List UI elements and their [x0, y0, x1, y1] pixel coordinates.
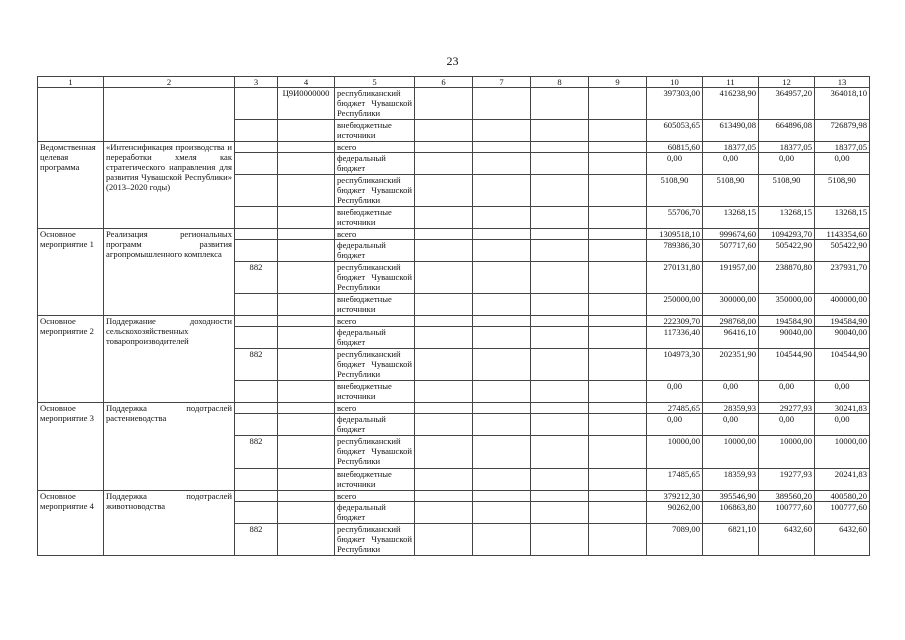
empty-cell [235, 381, 278, 403]
source-cell: республиканский бюджет Чувашской Республики [335, 349, 415, 381]
value-cell: 7089,00 [647, 524, 703, 556]
value-cell: 1309518,10 [647, 229, 703, 240]
empty-cell [531, 262, 589, 294]
empty-cell [415, 502, 473, 524]
empty-cell [473, 153, 531, 175]
value-cell: 100777,60 [815, 502, 870, 524]
empty-cell [589, 436, 647, 469]
value-cell: 0,00 [703, 153, 759, 175]
empty-cell [531, 240, 589, 262]
value-cell: 104544,90 [815, 349, 870, 381]
table-row [38, 88, 870, 120]
source-cell: федеральный бюджет [335, 240, 415, 262]
empty-cell [531, 142, 589, 153]
budget-table [37, 76, 870, 556]
source-cell: внебюджетные источники [335, 120, 415, 142]
value-cell: 237931,70 [815, 262, 870, 294]
empty-cell [531, 524, 589, 556]
empty-cell [531, 153, 589, 175]
value-cell: 507717,60 [703, 240, 759, 262]
empty-cell [589, 327, 647, 349]
value-cell: 0,00 [759, 414, 815, 436]
empty-cell [278, 381, 335, 403]
empty-cell [473, 262, 531, 294]
column-header: 8 [531, 77, 589, 88]
value-cell: 505422,90 [815, 240, 870, 262]
source-cell: всего [335, 403, 415, 414]
value-cell: 0,00 [815, 414, 870, 436]
empty-cell [415, 349, 473, 381]
empty-cell [235, 327, 278, 349]
empty-cell [473, 349, 531, 381]
empty-cell [278, 316, 335, 327]
column-header: 13 [815, 77, 870, 88]
empty-cell [415, 414, 473, 436]
empty-cell [473, 88, 531, 120]
value-cell: 104544,90 [759, 349, 815, 381]
value-cell: 18377,05 [759, 142, 815, 153]
empty-cell [531, 349, 589, 381]
empty-cell [278, 175, 335, 207]
empty-cell [278, 349, 335, 381]
empty-cell [415, 491, 473, 502]
value-cell: 6432,60 [759, 524, 815, 556]
value-cell: 117336,40 [647, 327, 703, 349]
value-cell: 10000,00 [703, 436, 759, 469]
value-cell: 18377,05 [815, 142, 870, 153]
value-cell: 90040,00 [759, 327, 815, 349]
value-cell: 202351,90 [703, 349, 759, 381]
empty-cell [278, 327, 335, 349]
empty-cell [531, 207, 589, 229]
value-cell: 400000,00 [815, 294, 870, 316]
value-cell: 90262,00 [647, 502, 703, 524]
source-cell: внебюджетные источники [335, 207, 415, 229]
value-cell: 29277,93 [759, 403, 815, 414]
empty-cell [531, 120, 589, 142]
empty-cell [278, 403, 335, 414]
value-cell: 19277,93 [759, 469, 815, 491]
value-cell: 13268,15 [815, 207, 870, 229]
empty-cell [531, 175, 589, 207]
empty-cell [278, 502, 335, 524]
value-cell: 0,00 [815, 381, 870, 403]
value-cell: 18359,93 [703, 469, 759, 491]
value-cell: 0,00 [647, 381, 703, 403]
value-cell: 664896,08 [759, 120, 815, 142]
column-header: 2 [104, 77, 235, 88]
column-number-row [38, 77, 870, 88]
type-cell: Ведомственная целевая программа [38, 142, 104, 229]
empty-cell [473, 229, 531, 240]
empty-cell [531, 381, 589, 403]
empty-cell [473, 414, 531, 436]
empty-cell [473, 436, 531, 469]
column-header: 6 [415, 77, 473, 88]
value-cell: 238870,80 [759, 262, 815, 294]
empty-cell [473, 120, 531, 142]
value-cell: 605053,65 [647, 120, 703, 142]
empty-cell [235, 414, 278, 436]
empty-cell [278, 414, 335, 436]
source-cell: республиканский бюджет Чувашской Республики [335, 524, 415, 556]
source-cell: федеральный бюджет [335, 327, 415, 349]
value-cell: 17485,65 [647, 469, 703, 491]
empty-cell [589, 175, 647, 207]
source-cell: федеральный бюджет [335, 414, 415, 436]
empty-cell [235, 175, 278, 207]
value-cell: 1143354,60 [815, 229, 870, 240]
value-cell: 0,00 [647, 153, 703, 175]
value-cell: 100777,60 [759, 502, 815, 524]
table-row [38, 229, 870, 240]
empty-cell [473, 175, 531, 207]
value-cell: 350000,00 [759, 294, 815, 316]
value-cell: 0,00 [647, 414, 703, 436]
empty-cell [589, 262, 647, 294]
empty-cell [415, 240, 473, 262]
gov-code-cell: 882 [235, 349, 278, 381]
value-cell: 613490,08 [703, 120, 759, 142]
value-cell: 789386,30 [647, 240, 703, 262]
value-cell: 10000,00 [759, 436, 815, 469]
column-header: 9 [589, 77, 647, 88]
empty-cell [473, 524, 531, 556]
empty-cell [473, 142, 531, 153]
empty-cell [235, 120, 278, 142]
empty-cell [589, 229, 647, 240]
value-cell: 6432,60 [815, 524, 870, 556]
value-cell: 60815,60 [647, 142, 703, 153]
table-row [38, 142, 870, 153]
empty-cell [235, 294, 278, 316]
empty-cell [473, 381, 531, 403]
empty-cell [531, 403, 589, 414]
column-header: 3 [235, 77, 278, 88]
empty-cell [278, 491, 335, 502]
empty-cell [473, 207, 531, 229]
value-cell: 250000,00 [647, 294, 703, 316]
column-header: 7 [473, 77, 531, 88]
source-cell: всего [335, 491, 415, 502]
empty-cell [278, 436, 335, 469]
empty-cell [589, 491, 647, 502]
empty-cell [589, 316, 647, 327]
empty-cell [589, 502, 647, 524]
empty-cell [415, 436, 473, 469]
value-cell: 5108,90 [815, 175, 870, 207]
value-cell: 270131,80 [647, 262, 703, 294]
column-header: 1 [38, 77, 104, 88]
empty-cell [531, 229, 589, 240]
value-cell: 0,00 [703, 414, 759, 436]
value-cell: 726879,98 [815, 120, 870, 142]
empty-cell [278, 120, 335, 142]
gov-code-cell [235, 88, 278, 120]
empty-cell [473, 294, 531, 316]
empty-cell [531, 491, 589, 502]
empty-cell [415, 524, 473, 556]
empty-cell [235, 491, 278, 502]
empty-cell [415, 88, 473, 120]
empty-cell [589, 207, 647, 229]
empty-cell [589, 294, 647, 316]
empty-cell [235, 142, 278, 153]
empty-cell [531, 294, 589, 316]
value-cell: 28359,93 [703, 403, 759, 414]
value-cell: 104973,30 [647, 349, 703, 381]
empty-cell [235, 229, 278, 240]
gov-code-cell: 882 [235, 262, 278, 294]
empty-cell [278, 240, 335, 262]
empty-cell [415, 403, 473, 414]
column-header: 10 [647, 77, 703, 88]
source-cell: всего [335, 142, 415, 153]
empty-cell [473, 316, 531, 327]
value-cell: 20241,83 [815, 469, 870, 491]
type-cell: Основное мероприятие 1 [38, 229, 104, 316]
empty-cell [531, 316, 589, 327]
value-cell: 397303,00 [647, 88, 703, 120]
empty-cell [531, 414, 589, 436]
source-cell: федеральный бюджет [335, 502, 415, 524]
empty-cell [415, 142, 473, 153]
value-cell: 90040,00 [815, 327, 870, 349]
table-row [38, 491, 870, 502]
value-cell: 0,00 [815, 153, 870, 175]
empty-cell [473, 491, 531, 502]
column-header: 11 [703, 77, 759, 88]
name-cell [104, 88, 235, 142]
empty-cell [589, 153, 647, 175]
empty-cell [531, 436, 589, 469]
table-row [38, 316, 870, 327]
value-cell: 10000,00 [815, 436, 870, 469]
column-header: 5 [335, 77, 415, 88]
value-cell: 298768,00 [703, 316, 759, 327]
value-cell: 0,00 [703, 381, 759, 403]
empty-cell [278, 294, 335, 316]
value-cell: 222309,70 [647, 316, 703, 327]
value-cell: 1094293,70 [759, 229, 815, 240]
value-cell: 5108,90 [703, 175, 759, 207]
empty-cell [415, 294, 473, 316]
source-cell: федеральный бюджет [335, 153, 415, 175]
value-cell: 13268,15 [703, 207, 759, 229]
empty-cell [531, 502, 589, 524]
empty-cell [415, 120, 473, 142]
empty-cell [473, 240, 531, 262]
empty-cell [278, 207, 335, 229]
empty-cell [473, 403, 531, 414]
empty-cell [589, 142, 647, 153]
value-cell: 194584,90 [759, 316, 815, 327]
value-cell: 191957,00 [703, 262, 759, 294]
empty-cell [235, 153, 278, 175]
value-cell: 27485,65 [647, 403, 703, 414]
empty-cell [589, 349, 647, 381]
value-cell: 13268,15 [759, 207, 815, 229]
empty-cell [235, 240, 278, 262]
source-cell: всего [335, 316, 415, 327]
value-cell: 300000,00 [703, 294, 759, 316]
value-cell: 10000,00 [647, 436, 703, 469]
source-cell: внебюджетные источники [335, 469, 415, 491]
empty-cell [278, 229, 335, 240]
value-cell: 18377,05 [703, 142, 759, 153]
source-cell: республиканский бюджет Чувашской Республики [335, 88, 415, 120]
empty-cell [473, 327, 531, 349]
empty-cell [235, 403, 278, 414]
value-cell: 6821,10 [703, 524, 759, 556]
value-cell: 106863,80 [703, 502, 759, 524]
empty-cell [589, 240, 647, 262]
empty-cell [415, 381, 473, 403]
target-code-cell: Ц9И0000000 [278, 88, 335, 120]
source-cell: всего [335, 229, 415, 240]
value-cell: 379212,30 [647, 491, 703, 502]
name-cell: Поддержка подотраслей животноводства [104, 491, 235, 556]
value-cell: 999674,60 [703, 229, 759, 240]
empty-cell [589, 414, 647, 436]
empty-cell [415, 207, 473, 229]
value-cell: 0,00 [759, 153, 815, 175]
empty-cell [531, 469, 589, 491]
empty-cell [278, 469, 335, 491]
type-cell [38, 88, 104, 142]
value-cell: 55706,70 [647, 207, 703, 229]
type-cell: Основное мероприятие 3 [38, 403, 104, 491]
empty-cell [589, 403, 647, 414]
source-cell: внебюджетные источники [335, 294, 415, 316]
empty-cell [473, 502, 531, 524]
value-cell: 389560,20 [759, 491, 815, 502]
value-cell: 364957,20 [759, 88, 815, 120]
value-cell: 0,00 [759, 381, 815, 403]
value-cell: 96416,10 [703, 327, 759, 349]
empty-cell [473, 469, 531, 491]
table-row [38, 403, 870, 414]
empty-cell [235, 469, 278, 491]
empty-cell [278, 524, 335, 556]
gov-code-cell: 882 [235, 436, 278, 469]
empty-cell [415, 316, 473, 327]
source-cell: республиканский бюджет Чувашской Республики [335, 262, 415, 294]
name-cell: «Интенсификация производства и переработки хмеля как стратегического направления для развития Чувашской Республики» (2013–2020 годы) [104, 142, 235, 229]
empty-cell [415, 327, 473, 349]
empty-cell [415, 469, 473, 491]
empty-cell [531, 88, 589, 120]
source-cell: республиканский бюджет Чувашской Республики [335, 436, 415, 469]
name-cell: Поддержка подотраслей растениеводства [104, 403, 235, 491]
empty-cell [278, 142, 335, 153]
value-cell: 395546,90 [703, 491, 759, 502]
empty-cell [589, 88, 647, 120]
value-cell: 30241,83 [815, 403, 870, 414]
type-cell: Основное мероприятие 2 [38, 316, 104, 403]
value-cell: 5108,90 [759, 175, 815, 207]
empty-cell [235, 502, 278, 524]
gov-code-cell: 882 [235, 524, 278, 556]
empty-cell [235, 316, 278, 327]
value-cell: 5108,90 [647, 175, 703, 207]
empty-cell [415, 262, 473, 294]
empty-cell [278, 153, 335, 175]
name-cell: Реализация региональных программ развития агропромышленного комплекса [104, 229, 235, 316]
empty-cell [278, 262, 335, 294]
empty-cell [415, 175, 473, 207]
empty-cell [415, 153, 473, 175]
source-cell: внебюджетные источники [335, 381, 415, 403]
column-header: 4 [278, 77, 335, 88]
source-cell: республиканский бюджет Чувашской Республики [335, 175, 415, 207]
empty-cell [589, 469, 647, 491]
page-number: 23 [446, 54, 459, 68]
column-header: 12 [759, 77, 815, 88]
name-cell: Поддержание доходности сельскохозяйственных товаропроизводителей [104, 316, 235, 403]
value-cell: 400580,20 [815, 491, 870, 502]
value-cell: 364018,10 [815, 88, 870, 120]
value-cell: 194584,90 [815, 316, 870, 327]
empty-cell [589, 120, 647, 142]
value-cell: 416238,90 [703, 88, 759, 120]
empty-cell [235, 207, 278, 229]
type-cell: Основное мероприятие 4 [38, 491, 104, 556]
empty-cell [415, 229, 473, 240]
empty-cell [531, 327, 589, 349]
empty-cell [589, 381, 647, 403]
value-cell: 505422,90 [759, 240, 815, 262]
empty-cell [589, 524, 647, 556]
